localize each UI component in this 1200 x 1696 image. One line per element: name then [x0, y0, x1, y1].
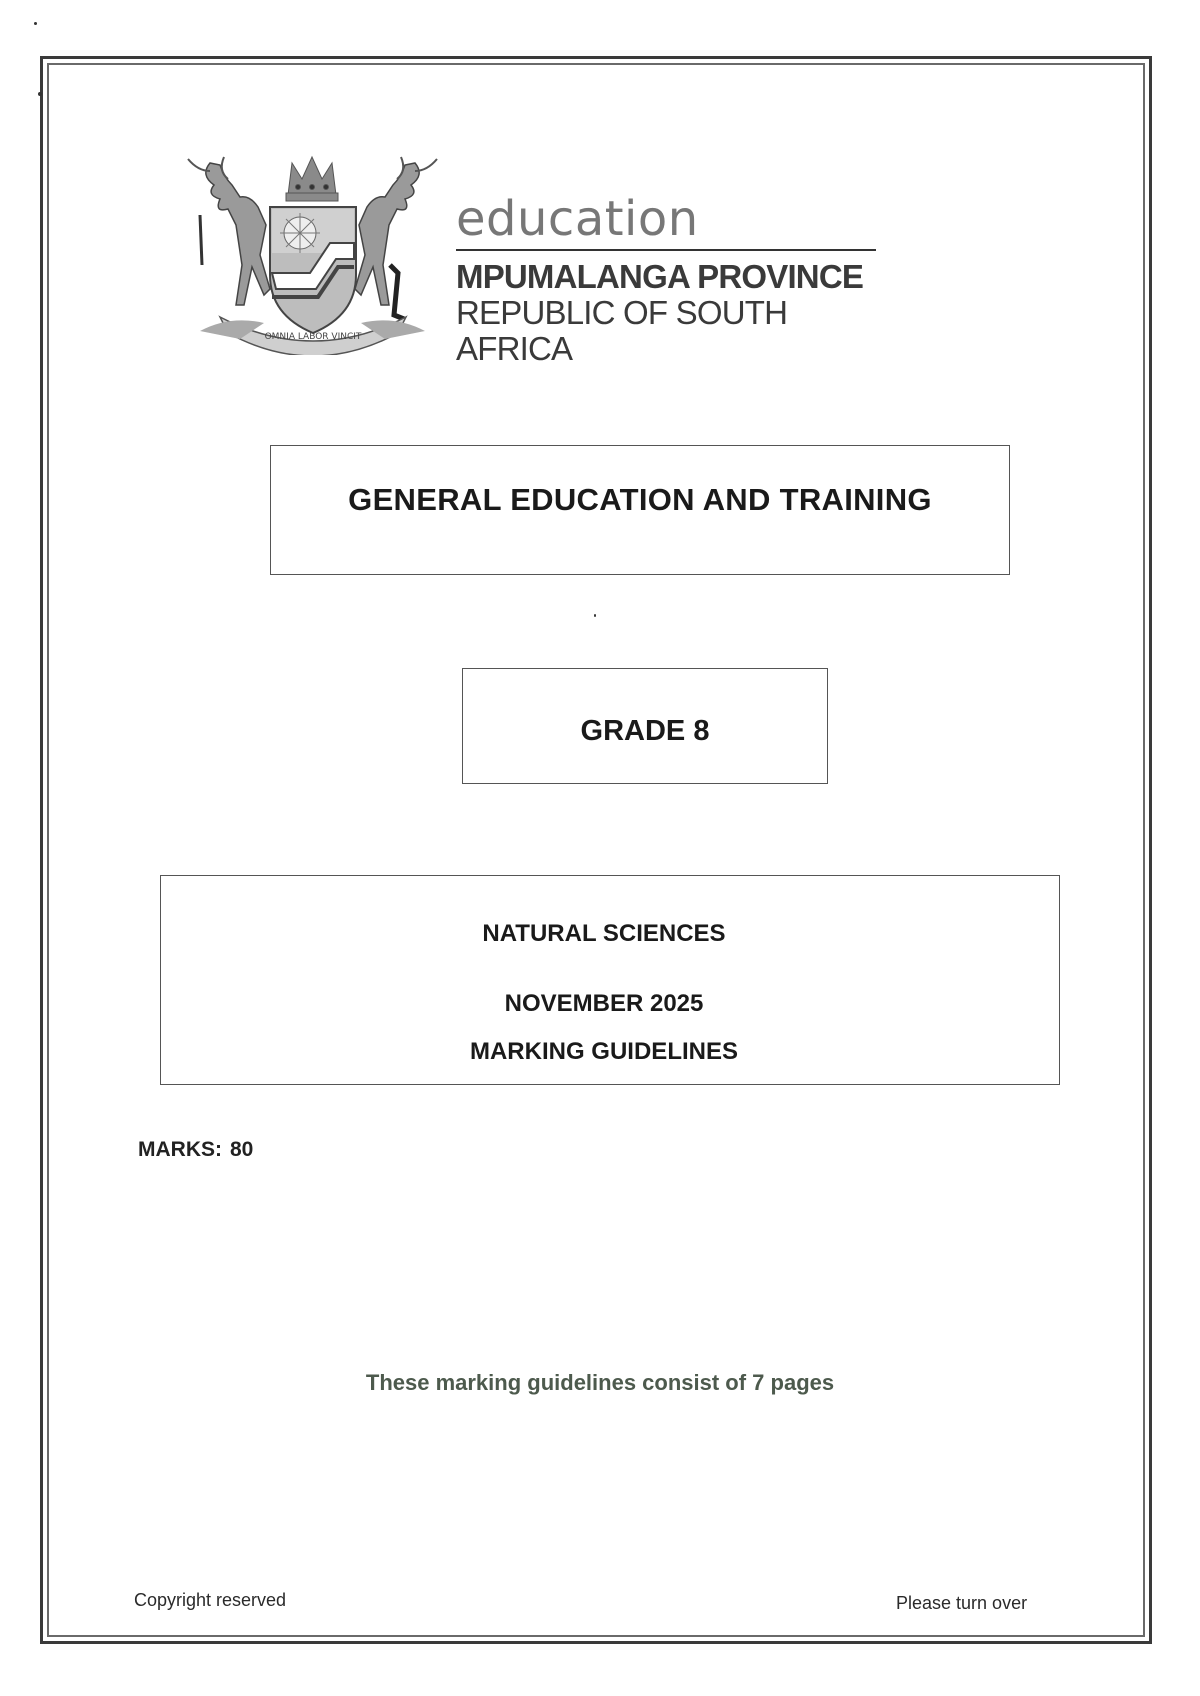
scan-speck	[594, 614, 596, 617]
turn-over-note: Please turn over	[896, 1593, 1028, 1613]
scan-speck	[38, 92, 42, 96]
grade-box	[462, 668, 828, 784]
department-branding	[456, 191, 886, 367]
crest-motto: OMNIA LABOR VINCIT	[264, 332, 362, 342]
exam-session: NOVEMBER 2025	[504, 990, 704, 1017]
brand-word: education	[456, 191, 699, 247]
country-name: REPUBLIC OF SOUTH AFRICA	[456, 294, 788, 367]
marks-value: 80	[230, 1138, 254, 1161]
coat-of-arms-icon	[180, 155, 445, 355]
grade-title: GRADE 8	[580, 715, 710, 747]
copyright-notice: Copyright reserved	[134, 1590, 287, 1610]
brand-divider	[456, 249, 876, 251]
marks-total	[138, 1138, 261, 1162]
crown-icon	[286, 157, 338, 201]
marks-label: MARKS:	[138, 1138, 222, 1161]
programme-title: GENERAL EDUCATION AND TRAINING	[348, 482, 932, 517]
programme-box	[270, 445, 1010, 575]
page-count-note: These marking guidelines consist of 7 pages	[365, 1370, 835, 1395]
kudu-supporter-icon	[355, 157, 437, 319]
subject-box	[160, 875, 1060, 1085]
subject-title: NATURAL SCIENCES	[482, 920, 726, 947]
document-type: MARKING GUIDELINES	[469, 1038, 738, 1065]
province-name: MPUMALANGA PROVINCE	[456, 258, 864, 295]
scan-speck	[34, 22, 37, 25]
